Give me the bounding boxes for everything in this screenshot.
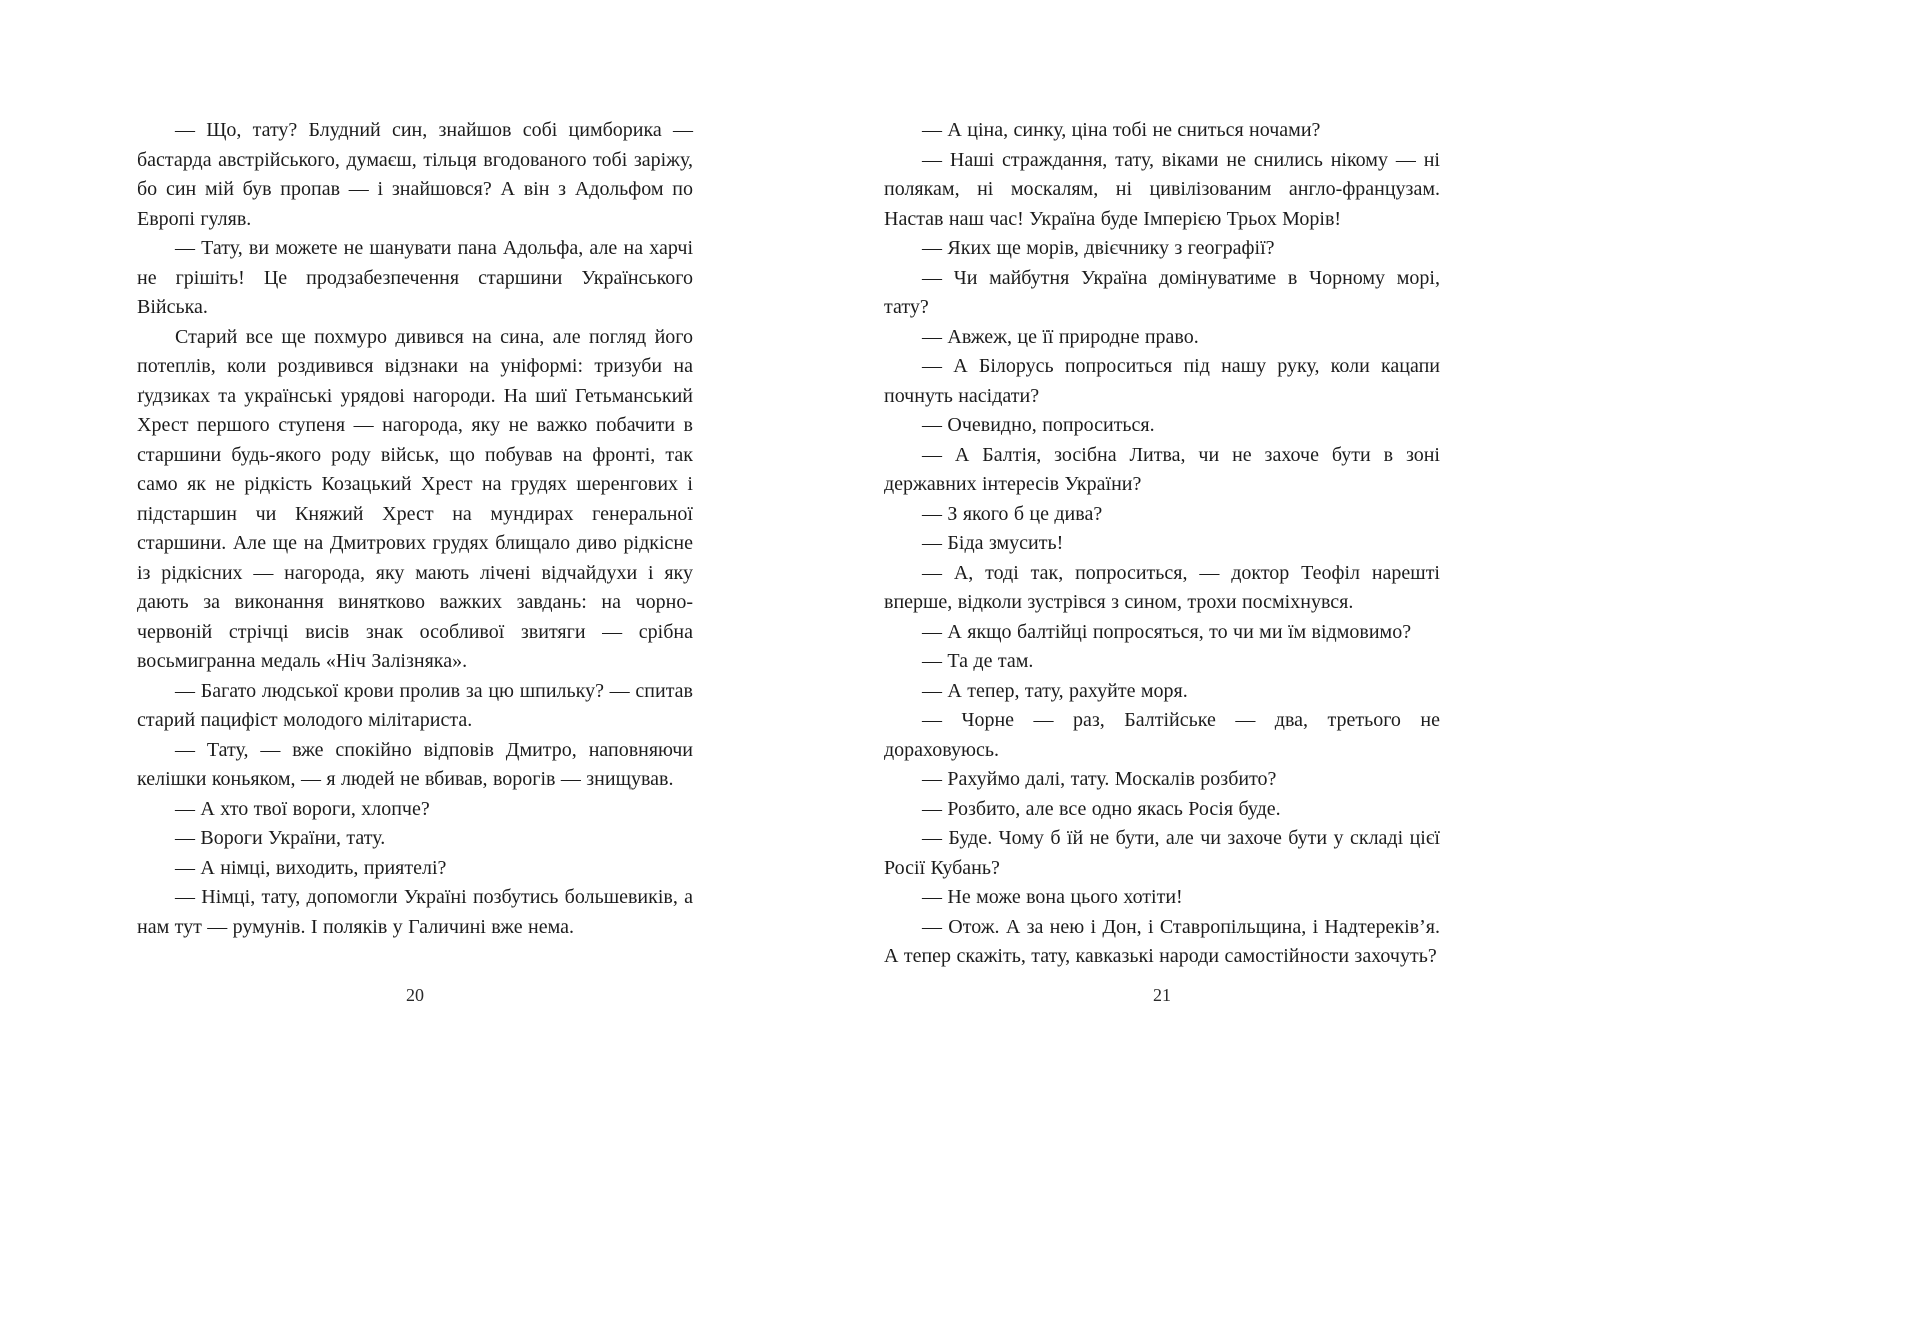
paragraph: — Буде. Чому б їй не бути, але чи захоче бути у складі цієї Росії Кубань? [884, 827, 1440, 879]
paragraph: — Не може вона цього хотіти! [922, 886, 1183, 908]
paragraph: — Яких ще морів, двієчнику з географії? [922, 237, 1275, 259]
paragraph: — А тепер, тату, рахуйте моря. [922, 679, 1188, 702]
paragraph: — А Балтія, зосібна Литва, чи не захоче бути в зоні державних інтересів України? [884, 443, 1440, 495]
paragraph: — Німці, тату, допомогли Україні позбутись большевиків, а нам тут — румунів. І поляків у Галичині вже нема. [137, 886, 693, 938]
paragraph: — А хто твої вороги, хлопче? [175, 797, 430, 820]
paragraph: — Тату, — вже спокійно відповів Дмитро, наповняючи келішки коньяком, — я людей не вбивав, ворогів — знищував. [137, 738, 693, 790]
paragraph: — Наші страждання, тату, віками не снились нікому — ні полякам, ні москалям, ні цивілізованим англо-французам. Настав наш час! Україна буде Імперією Трьох Морів! [884, 148, 1440, 230]
paragraph: — Та де там. [922, 650, 1034, 672]
page-text [137, 116, 693, 942]
page-left [137, 116, 693, 1006]
paragraph: — Вороги України, тату. [175, 827, 386, 849]
paragraph: — А, тоді так, попроситься, — доктор Теофіл нарешті вперше, відколи зустрівся з сином, трохи посміхнувся. [884, 561, 1440, 613]
paragraph: — А ціна, синку, ціна тобі не сниться ночами? [922, 119, 1321, 141]
paragraph: — Очевидно, попроситься. [922, 414, 1155, 436]
paragraph: — Що, тату? Блудний син, знайшов собі цимборика — бастарда австрійського, думаєш, тільця вгодованого тобі заріжу, бо син мій був пропав — і знайшовся? А він з Адольфом по Европі гуляв. [137, 119, 693, 230]
paragraph: — А німці, виходить, приятелі? [175, 856, 447, 879]
paragraph: — А Білорусь попроситься під нашу руку, коли кацапи почнуть насідати? [884, 355, 1440, 407]
page-right [884, 116, 1440, 1006]
paragraph: — Чи майбутня Україна домінуватиме в Чорному морі, тату? [884, 266, 1440, 318]
paragraph: — Авжеж, це її природне право. [922, 325, 1199, 348]
paragraph: — Багато людської крови пролив за цю шпильку? — спитав старий пацифіст молодого мілітариста. [137, 679, 693, 731]
page-number: 21 [1153, 985, 1171, 1005]
page-number: 20 [406, 985, 424, 1005]
paragraph: — А якщо балтійці попросяться, то чи ми їм відмовимо? [922, 620, 1412, 643]
paragraph: — Тату, ви можете не шанувати пана Адольфа, але на харчі не грішіть! Це продзабезпечення старшини Українського Війська. [137, 237, 693, 318]
page-text [884, 116, 1440, 972]
paragraph: — Біда змусить! [922, 532, 1064, 554]
paragraph: — Чорне — раз, Балтійське — два, третього не дораховуюсь. [884, 709, 1440, 761]
paragraph: — З якого б це дива? [922, 502, 1103, 525]
paragraph: — Отож. А за нею і Дон, і Ставропільщина, і Надтереків’я. А тепер скажіть, тату, кавказькі народи самостійности захочуть? [884, 915, 1440, 967]
paragraph: — Розбито, але все одно якась Росія буде. [922, 797, 1281, 820]
paragraph: Старий все ще похмуро дивився на сина, але погляд його потеплів, коли роздивився відзнаки на уніформі: тризуби на ґудзиках та українські урядові нагороди. На шиї Гетьманський Хрест першого ступеня — нагорода, яку не важко побачити в старшини будь-якого роду військ, що побував на фронті, так само як не рідкість Козацький Хрест на грудях шеренгових і підстаршин чи Княжий Хрест на мундирах генеральної старшини. Але ще на Дмитрових грудях блищало диво рідкісне із рідкісних — нагорода, яку мають лічені відчайдухи і яку дають за виконання винятково важких завдань: на чорно-червоній стрічці висів знак особливої звитяги — срібна восьмигранна медаль «Ніч Залізняка». [137, 325, 693, 672]
paragraph: — Рахуймо далі, тату. Москалів розбито? [922, 768, 1277, 790]
